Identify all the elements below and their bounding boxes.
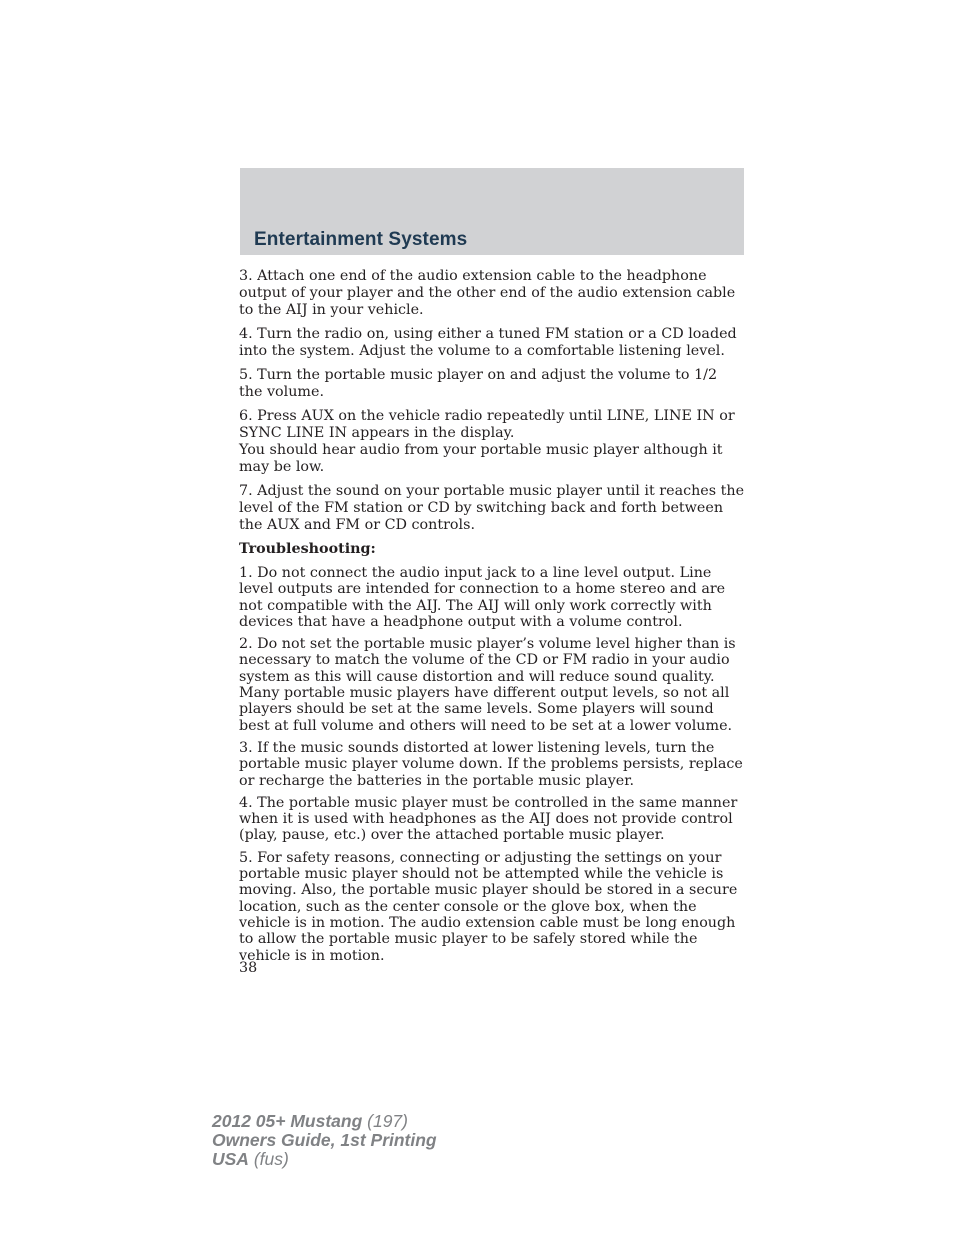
troubleshooting-paragraph: 4. The portable music player must be controlled in the same manner when it is used with headphones as the AIJ does not provide control (play, pause, etc.) over the attached portable music player.: [239, 794, 738, 844]
footer-line-market: [212, 1150, 437, 1169]
step-paragraph: 7. Adjust the sound on your portable music player until it reaches the level of the FM station or CD by switching back and forth between the AUX and FM or CD controls.: [239, 483, 745, 533]
page-content: [239, 268, 745, 970]
troubleshooting-paragraph: 3. If the music sounds distorted at lower listening levels, turn the portable music player volume down. If the problems persists, replace or recharge the batteries in the portable music player.: [239, 739, 743, 789]
footer-line-model: [212, 1112, 437, 1131]
document-footer: [212, 1112, 437, 1169]
footer-line-guide: [212, 1131, 437, 1150]
page-number: 38: [239, 960, 258, 976]
troubleshooting-paragraph: 5. For safety reasons, connecting or adjusting the settings on your portable music player should not be attempted while the vehicle is moving. Also, the portable music player should be stored in a secure location, such as the center console or the glove box, when the vehicle is in motion. The audio extension cable must be long enough to allow the portable music player to be safely stored while the vehicle is in motion.: [239, 849, 738, 964]
troubleshooting-paragraph: 2. Do not set the portable music player’s volume level higher than is necessary to match the volume of the CD or FM radio in your audio system as this will cause distortion and will reduce sound quality. Many portable music players have different output levels, so not all players should be set at the same levels. Some players will sound best at full volume and others will need to be set at a lower volume.: [239, 636, 736, 734]
footer-guide: Owners Guide, 1st Printing: [212, 1130, 437, 1150]
step-paragraph: 3. Attach one end of the audio extension cable to the headphone output of your player and the other end of the audio extension cable to the AIJ in your vehicle.: [239, 268, 736, 318]
footer-model-code: (197): [362, 1111, 408, 1131]
step-paragraph: 6. Press AUX on the vehicle radio repeatedly until LINE, LINE IN or SYNC LINE IN appears in the display.: [239, 408, 735, 441]
step-paragraph: 5. Turn the portable music player on and adjust the volume to 1/2 the volume.: [239, 367, 718, 400]
footer-market: USA: [212, 1149, 249, 1169]
section-title: Entertainment Systems: [254, 229, 468, 250]
footer-market-code: (fus): [248, 1149, 289, 1169]
footer-model: 2012 05+ Mustang: [212, 1111, 363, 1131]
step-paragraph: 4. Turn the radio on, using either a tuned FM station or a CD loaded into the system. Adjust the volume to a comfortable listening level.: [239, 326, 737, 359]
troubleshooting-paragraph: 1. Do not connect the audio input jack to a line level output. Line level outputs are intended for connection to a home stereo and are not compatible with the AIJ. The AIJ will only work correctly with devices that have a headphone output with a volume control.: [239, 565, 726, 630]
step-note-paragraph: You should hear audio from your portable music player although it may be low.: [239, 442, 723, 475]
troubleshooting-heading: Troubleshooting:: [239, 541, 376, 557]
section-header-band: [240, 168, 744, 255]
